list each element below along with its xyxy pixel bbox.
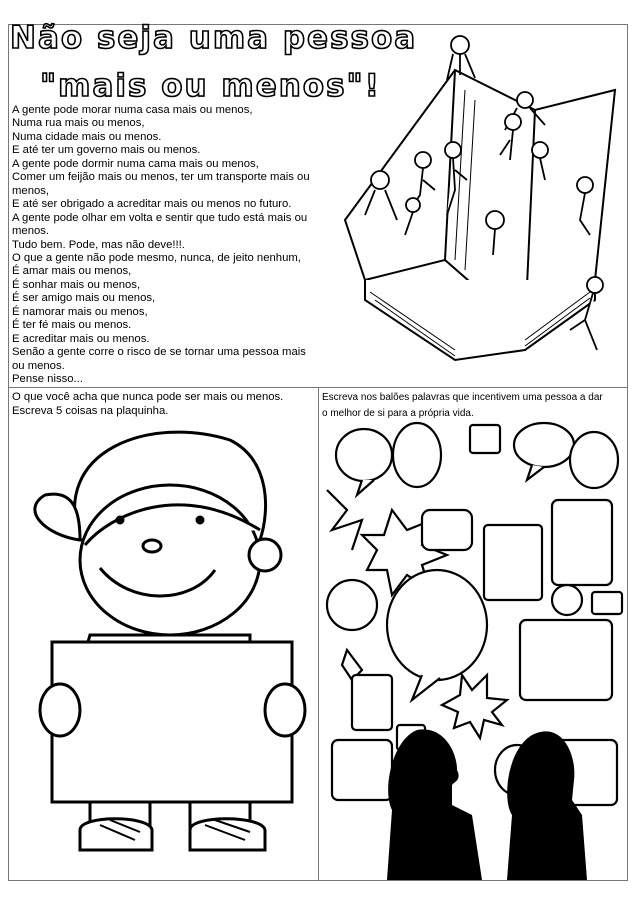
activity-left-line-2: Escreva 5 coisas na plaquinha. (12, 405, 169, 417)
poem-line: Numa cidade mais ou menos. (12, 130, 162, 143)
poem-line: menos. (12, 225, 50, 238)
activity-right-line-1: Escreva nos balões palavras que incentivem uma pessoa a dar (322, 392, 603, 403)
title-line-1: Não seja uma pessoa (10, 20, 418, 56)
activity-left-line-1: O que você acha que nunca pode ser mais ou menos. (12, 391, 284, 403)
title-line-2: "mais ou menos"! (40, 68, 381, 104)
poem-line: Pense nisso... (12, 373, 83, 386)
activity-left-instructions (12, 390, 312, 418)
book-illustration (335, 30, 625, 380)
poem-line: Tudo bem. Pode, mas não deve!!!. (12, 238, 185, 251)
activity-right-line-2: o melhor de si para a própria vida. (322, 408, 474, 419)
poem-line: É ser amigo mais ou menos, (12, 292, 156, 305)
poem-line: A gente pode dormir numa cama mais ou menos, (12, 157, 259, 170)
poem-line: Comer um feijão mais ou menos, ter um transporte mais ou (12, 171, 310, 184)
poem-line: E acreditar mais ou menos. (12, 332, 150, 345)
poem-line: Numa rua mais ou menos, (12, 117, 145, 130)
activity-right-instructions (322, 390, 622, 422)
poem-line: A gente pode olhar em volta e sentir que tudo está mais ou (12, 211, 308, 224)
poem-line: O que a gente não pode mesmo, nunca, de jeito nenhum, (12, 251, 301, 264)
poem-text (12, 104, 332, 387)
poem-line: Senão a gente corre o risco de se tornar uma pessoa mais (12, 346, 306, 359)
poem-line: É ter fé mais ou menos. (12, 319, 132, 332)
poem-line: ou menos. (12, 359, 65, 372)
vertical-divider (318, 387, 319, 881)
poem-line: menos, (12, 184, 50, 197)
poem-line: E até ser obrigado a acreditar mais ou menos no futuro. (12, 198, 292, 211)
boy-with-sign-illustration (40, 420, 310, 880)
poem-line: E até ter um governo mais ou menos. (12, 144, 201, 157)
poem-line: É namorar mais ou menos, (12, 305, 148, 318)
poem-line: É sonhar mais ou menos, (12, 278, 141, 291)
speech-balloons-illustration (322, 420, 626, 880)
poem-line: A gente pode morar numa casa mais ou menos, (12, 104, 253, 116)
poem-line: É amar mais ou menos, (12, 265, 132, 278)
